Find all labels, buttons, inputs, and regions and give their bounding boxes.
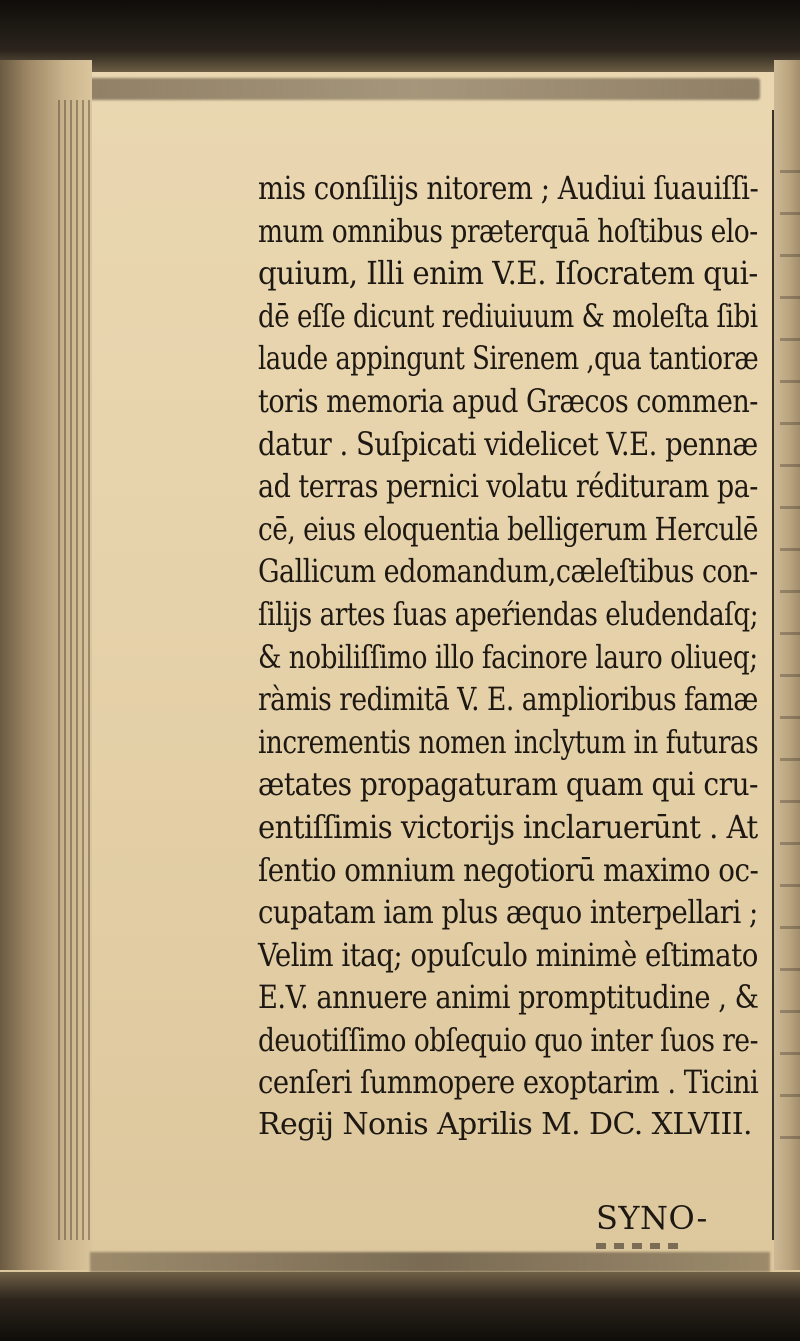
- text-line: incrementis nomen inclytum in futuras: [258, 722, 759, 761]
- date-line: Regij Nonis Aprilis M. DC. XLVIII.: [258, 1107, 752, 1143]
- text-line: cupatam iam plus æquo interpellari ;: [258, 893, 758, 932]
- text-line: E.V. annuere animi promptitudine , &: [258, 978, 759, 1017]
- text-line: entiſſimis victorijs inclaruerūnt . At: [258, 807, 758, 846]
- text-line: ràmis redimitā V. E. amplioribus famæ: [258, 680, 758, 719]
- catchword: SYNO-: [596, 1199, 708, 1237]
- text-line: quium, Illi enim V.E. Iſocratem qui-: [258, 254, 758, 293]
- text-line: ſentio omnium negotiorū maximo oc-: [258, 850, 759, 889]
- bottom-shadow: [0, 1272, 800, 1341]
- text-line: laude appingunt Sirenem ,qua tantioræ: [258, 339, 759, 378]
- body-text: [258, 167, 758, 1147]
- gutter-line: [772, 110, 774, 1240]
- text-line: & nobiliſſimo illo facinore lauro oliueq;: [258, 637, 758, 676]
- text-line: datur . Suſpicati videlicet V.E. pennæ: [258, 424, 758, 463]
- facing-page-fragment: [780, 170, 800, 1170]
- top-shadow: [0, 0, 800, 72]
- text-line: Gallicum edomandum,cæleſtibus con-: [258, 552, 758, 591]
- text-line: ætates propagaturam quam qui cru-: [258, 765, 758, 804]
- text-line: cē, eius eloquentia belligerum Herculē: [258, 509, 759, 548]
- text-line: ſilijs artes ſuas apeŕiendas eludendaſq;: [258, 594, 759, 633]
- text-line: mum omnibus præterquā hoſtibus elo-: [258, 211, 758, 250]
- text-line: cenſeri ſummopere exoptarim . Ticini: [258, 1063, 759, 1102]
- catchword-ornament: [596, 1243, 686, 1249]
- text-line: dē eſſe dicunt rediuiuum & moleſta ſibi: [258, 296, 758, 335]
- page-stack-lines: [58, 100, 92, 1240]
- top-bleed-through: [70, 78, 760, 100]
- text-line: deuotiſſimo obſequio quo inter ſuos re-: [258, 1020, 758, 1059]
- bottom-bleed-through: [90, 1252, 770, 1272]
- text-line: toris memoria apud Græcos commen-: [258, 381, 758, 420]
- text-line: mis conſilijs nitorem ; Audiui ſuauiſſi-: [258, 169, 759, 207]
- text-line: Velim itaq; opuſculo minimè eſtimato: [258, 935, 758, 974]
- text-line: ad terras pernici volatu rédituram pa-: [258, 467, 758, 506]
